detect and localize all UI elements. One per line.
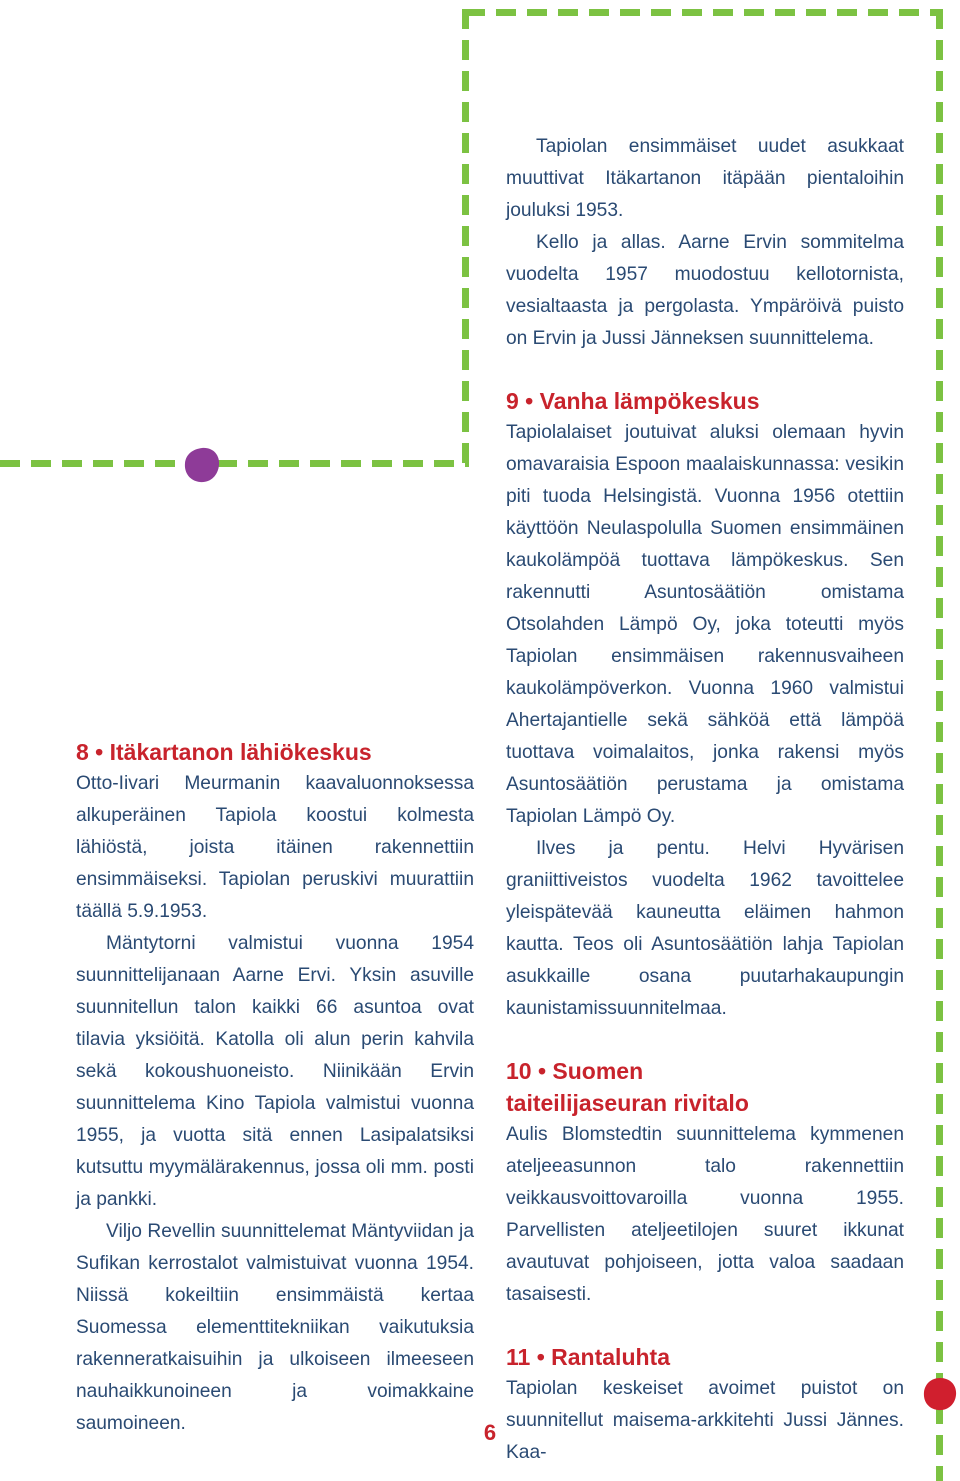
- section-8-heading: 8 • Itäkartanon lähiökeskus: [76, 739, 372, 765]
- red-blob-icon: [922, 1376, 958, 1412]
- intro-paragraph-2: Kello ja allas. Aarne Ervin sommitelma vuodelta 1957 muodostuu kellotornista, vesialtaasta ja pergolasta. Ympäröivä puisto on Ervin ja Jussi Jänneksen suunnittelema.: [506, 232, 904, 349]
- section-8-paragraph-3: Viljo Revellin suunnittelemat Mäntyviidan ja Sufikan kerrostalot valmistuivat vuonna 1954. Niissä kokeiltiin ensimmäistä kertaa Suomessa elementtitekniikan vaikutuksia rakenneratkaisuihin ja ulkoiseen ilmeeseen nauhaikkunoineen ja voimakkaine saumoineen.: [76, 1221, 474, 1434]
- inner-left-dashed-border: [462, 9, 469, 464]
- intro-paragraph-1: Tapiolan ensimmäiset uudet asukkaat muuttivat Itäkartanon itäpään pientaloihin jouluksi 1953.: [506, 136, 904, 221]
- section-8-paragraph-2: Mäntytorni valmistui vuonna 1954 suunnittelijanaan Aarne Ervi. Yksin asuville suunnitellun talon kaikki 66 asuntoa ovat tilavia yksiöitä. Katolla oli alun perin kahvila sekä kokoushuoneisto. Niinikään Ervin suunnittelema Kino Tapiola valmistui vuonna 1955, ja vuotta sitä ennen Lasipalatsiksi kutsuttu myymälärakennus, jossa oli mm. posti ja pankki.: [76, 933, 474, 1210]
- top-dashed-border: [465, 9, 943, 16]
- middle-dashed-border: [0, 460, 469, 467]
- section-9-paragraph-2: Ilves ja pentu. Helvi Hyvärisen graniittiveistos vuodelta 1962 tavoittelee yleispätevää kauneutta eläimen hahmon kautta. Teos oli Asuntosäätiön lahja Tapiolan asukkaille osana puutarhakaupungin kaunistamissuunnitelmaa.: [506, 838, 904, 1019]
- section-9-paragraph-1: Tapiolalaiset joutuivat aluksi olemaan hyvin omavaraisia Espoon maalaiskunnassa: vesikin piti tuoda Helsingistä. Vuonna 1956 otettiin käyttöön Neulaspolulla Suomen ensimmäinen kaukolämpöä tuottava lämpökeskus. Sen rakennutti Asuntosäätiön omistama Otsolahden Lämpö Oy, joka toteutti myös Tapiolan ensimmäisen rakennusvaiheen kaukolämpöverkon. Vuonna 1960 valmistui Ahertajantielle sekä sähköä että lämpöä tuottava voimalaitos, jonka rakensi myös Asuntosäätiön perustama ja omistama Tapiolan Lämpö Oy.: [506, 422, 904, 827]
- left-column: [76, 736, 474, 1440]
- section-11-heading: 11 • Rantaluhta: [506, 1344, 670, 1370]
- right-dashed-border: [936, 9, 943, 1481]
- section-10-heading-line-1: 10 • Suomen: [506, 1058, 644, 1084]
- section-10-heading-line-2: taiteilijaseuran rivitalo: [506, 1090, 749, 1116]
- page-number: 6: [483, 1420, 497, 1445]
- section-11-paragraph-1: Tapiolan keskeiset avoimet puistot on suunnitellut maisema-arkkitehti Jussi Jännes. Kaa-: [506, 1378, 904, 1463]
- purple-blob-icon: [183, 446, 221, 484]
- right-column: [506, 131, 904, 1469]
- section-10-paragraph-1: Aulis Blomstedtin suunnittelema kymmenen ateljeeasunnon talo rakennettiin veikkausvoittovaroilla vuonna 1955. Parvellisten ateljeetilojen suuret ikkunat avautuvat pohjoiseen, jotta valoa saadaan tasaisesti.: [506, 1124, 904, 1305]
- section-9-heading: 9 • Vanha lämpökeskus: [506, 388, 760, 414]
- section-8-paragraph-1: Otto-Iivari Meurmanin kaavaluonnoksessa alkuperäinen Tapiola koostui kolmesta lähiöstä, joista itäinen rakennettiin ensimmäiseksi. Tapiolan peruskivi muurattiin täällä 5.9.1953.: [76, 773, 474, 922]
